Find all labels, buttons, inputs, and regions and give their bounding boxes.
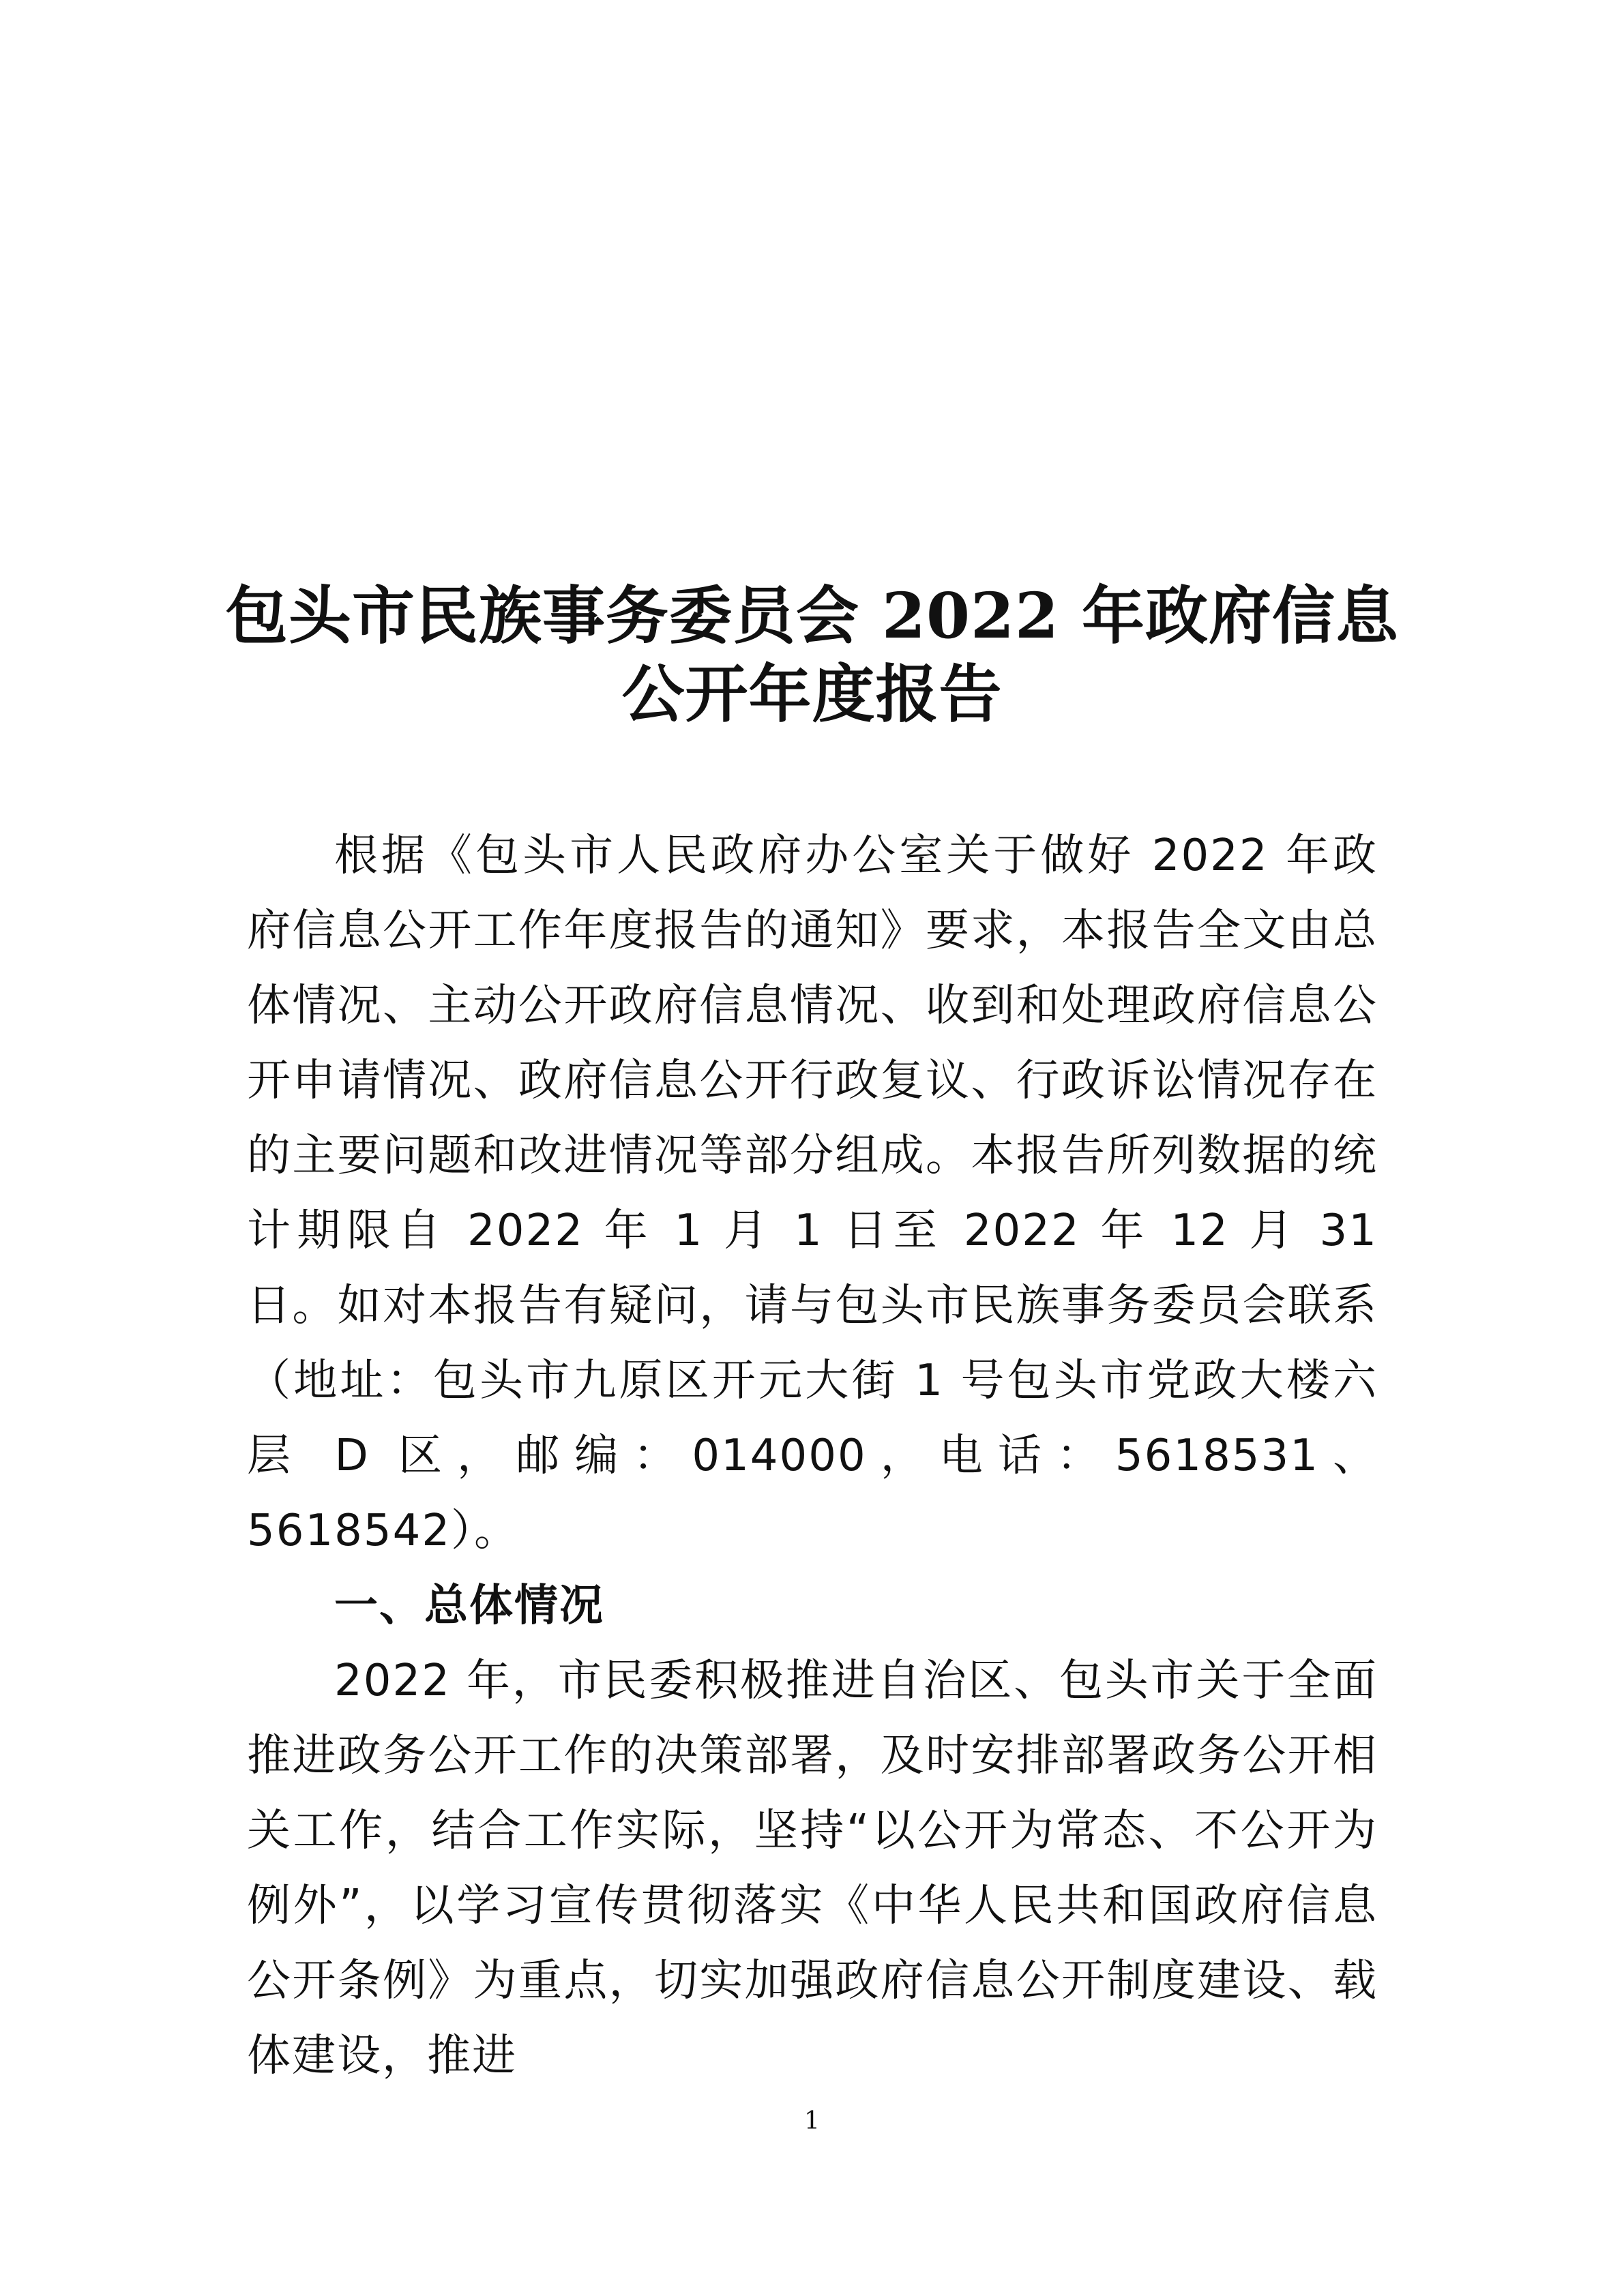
report-title-line-2: 公开年度报告 <box>621 657 1003 731</box>
section-heading-overall: 一、总体情况 <box>334 1581 604 1631</box>
report-title-line-1: 包头市民族事务委员会 2022 年政府信息 <box>224 579 1400 653</box>
section-overall-paragraph: 2022 年，市民委积极推进自治区、包头市关于全面推进政务公开工作的决策部署，及时安排部署政务公开相关工作，结合工作实际，坚持“以公开为常态、不公开为例外”，以学习宣传贯彻落实《中华人民共和国政府信息公开条例》为重点，切实加强政府信息公开制度建设、载体建设，推进 <box>247 1656 1378 2081</box>
page-number: 1 <box>804 2107 820 2135</box>
report-title <box>0 577 1624 734</box>
intro-paragraph: 根据《包头市人民政府办公室关于做好 2022 年政府信息公开工作年度报告的通知》要求，本报告全文由总体情况、主动公开政府信息情况、收到和处理政府信息公开申请情况、政府信息公开行政复议、行政诉讼情况存在的主要问题和改进情况等部分组成。本报告所列数据的统计期限自 2022 年 1 月 1 日至 2022 年 12 月 31 日。如对本报告有疑问，请与包头市民族事务委员会联系（地址：包头市九原区开元大街 1 号包头市党政大楼六层 D 区，邮编：014000，电话：5618531、5618542）。 <box>247 831 1378 1556</box>
report-body <box>247 818 1378 2093</box>
